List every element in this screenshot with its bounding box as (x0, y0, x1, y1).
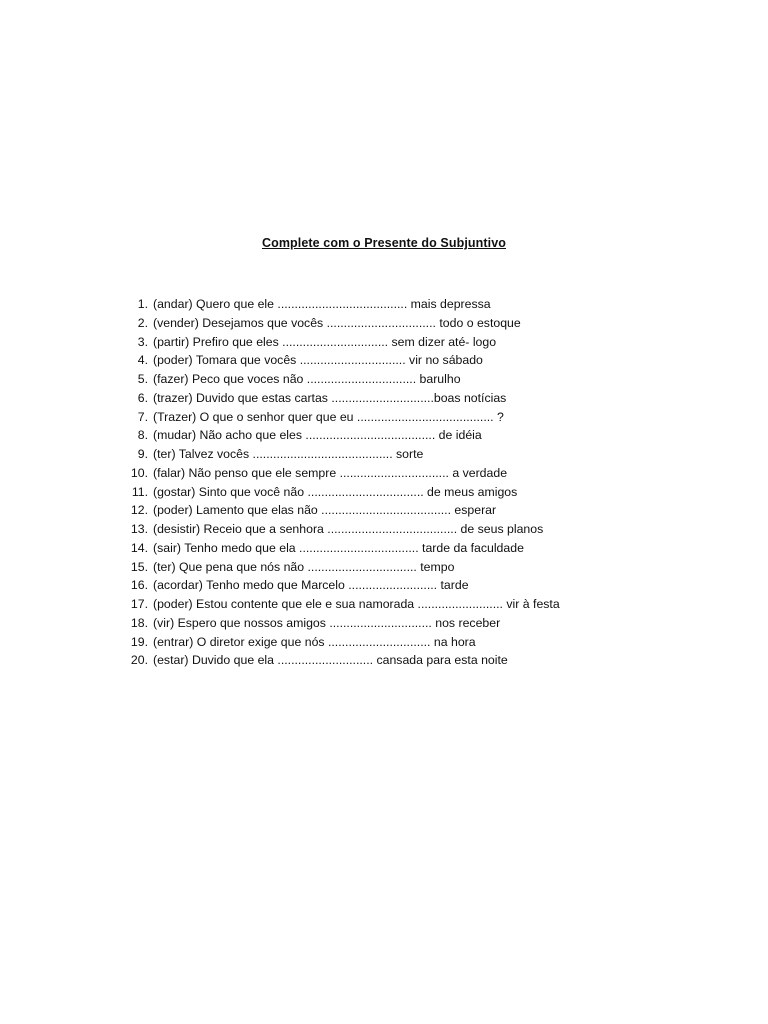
item-text: (mudar) Não acho que eles ...................................... de idéia (153, 428, 482, 443)
item-number: 5. (137, 372, 148, 386)
item-number: 19. (130, 634, 148, 649)
item-number: 17. (130, 597, 148, 611)
item-text: (poder) Lamento que elas não ...................................... esperar (153, 503, 497, 518)
item-number: 8. (137, 428, 148, 443)
item-text: (vender) Desejamos que vocês ................................ todo o estoque (153, 315, 521, 330)
item-number: 9. (137, 447, 148, 461)
item-text: (fazer) Peco que voces não ................................ barulho (153, 372, 461, 386)
item-number: 20. (130, 653, 148, 668)
item-number: 2. (137, 315, 148, 330)
item-text: (Trazer) O que o senhor quer que eu ........................................ ? (153, 409, 504, 424)
item-number: 4. (137, 353, 148, 368)
item-text: (acordar) Tenho medo que Marcelo .......................... tarde (153, 578, 469, 593)
item-text: (gostar) Sinto que você não .................................. de meus amigos (153, 484, 518, 499)
item-text: (desistir) Receio que a senhora ...................................... de seus planos (153, 522, 544, 536)
item-text: (andar) Quero que ele ...................................... mais depressa (153, 297, 491, 311)
item-text: (poder) Estou contente que ele e sua namorada ......................... vir à festa (153, 597, 560, 611)
item-number: 14. (130, 540, 148, 555)
item-text: (entrar) O diretor exige que nós .............................. na hora (153, 634, 476, 649)
page-title: Complete com o Presente do Subjuntivo (261, 236, 506, 250)
item-number: 18. (130, 615, 148, 630)
item-text: (partir) Prefiro que eles ............................... sem dizer até- logo (153, 334, 497, 349)
item-number: 13. (130, 522, 148, 536)
item-number: 11. (131, 484, 148, 499)
item-number: 7. (137, 409, 148, 424)
item-text: (ter) Que pena que nós não ................................ tempo (153, 559, 455, 574)
item-text: (poder) Tomara que vocês ............................... vir no sábado (153, 353, 483, 368)
item-text: (ter) Talvez vocês ......................................... sorte (153, 447, 424, 461)
item-number: 6. (137, 390, 148, 405)
item-text: (vir) Espero que nossos amigos .............................. nos receber (153, 615, 501, 630)
item-number: 3. (137, 334, 148, 349)
item-text: (estar) Duvido que ela ............................ cansada para esta noite (153, 653, 508, 668)
item-number: 15. (130, 559, 148, 574)
item-number: 16. (130, 578, 148, 593)
item-number: 10. (130, 465, 148, 480)
item-number: 1. (137, 297, 148, 311)
item-text: (trazer) Duvido que estas cartas ..............................boas notícias (153, 390, 507, 405)
item-text: (sair) Tenho medo que ela ................................... tarde da faculdade (153, 540, 524, 555)
item-text: (falar) Não penso que ele sempre ................................ a verdade (153, 465, 508, 480)
item-number: 12. (130, 503, 148, 518)
